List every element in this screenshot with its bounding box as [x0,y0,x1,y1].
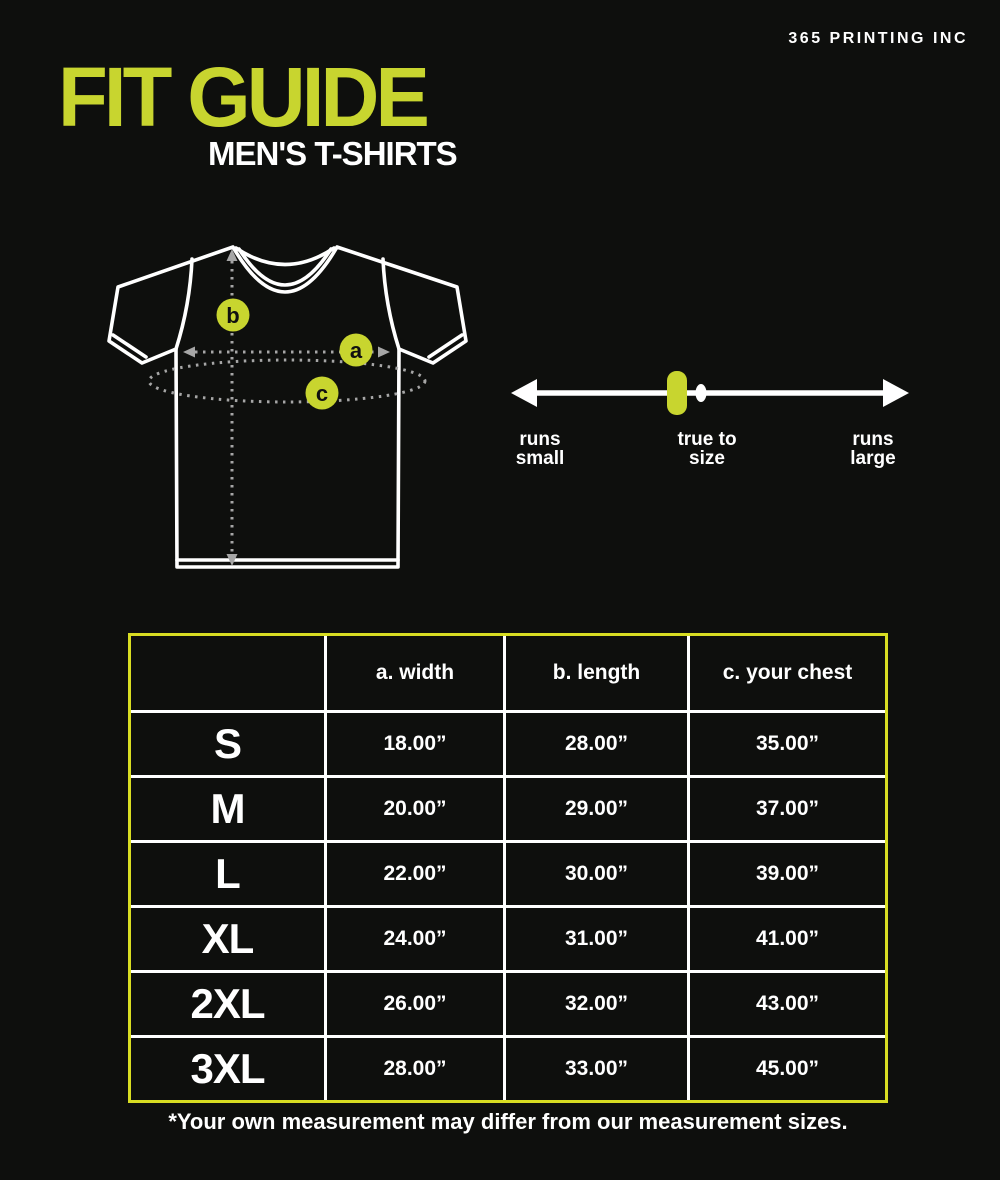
tshirt-left-shoulder-seam-icon [176,259,192,349]
length-cell: 28.00” [506,713,687,775]
length-cell: 30.00” [506,843,687,905]
measure-marker-c [306,377,339,410]
size-cell: 2XL [131,973,324,1035]
size-table [128,633,888,1103]
chest-cell: 45.00” [690,1038,885,1100]
chest-measure-ellipse [149,360,425,402]
width-arrow-right-icon [378,347,390,358]
fit-scale-dot-icon [696,384,707,402]
fit-scale-graphic [505,368,915,420]
column-header-length: b. length [506,636,687,710]
size-cell: S [131,713,324,775]
length-cell: 29.00” [506,778,687,840]
length-cell: 31.00” [506,908,687,970]
size-cell: L [131,843,324,905]
length-cell: 33.00” [506,1038,687,1100]
label-line: true to [677,429,737,450]
chest-cell: 37.00” [690,778,885,840]
label-line: size [689,448,725,469]
size-cell: 3XL [131,1038,324,1100]
column-header-size [131,636,324,710]
tshirt-collar-band-icon [239,249,331,285]
label-line: runs [852,429,894,450]
size-cell: XL [131,908,324,970]
width-cell: 20.00” [327,778,503,840]
label-line: large [850,448,896,469]
chest-cell: 39.00” [690,843,885,905]
marker-b-letter: b [226,303,240,328]
fit-scale-arrow-right-icon [883,379,909,407]
tshirt-measurement-diagram [100,235,470,580]
marker-a-letter: a [349,338,363,363]
chest-cell: 43.00” [690,973,885,1035]
size-cell: M [131,778,324,840]
measure-marker-b [217,299,250,332]
page-subtitle: MEN'S T-SHIRTS [208,135,457,172]
width-arrow-left-icon [183,347,195,358]
label-line: small [515,448,565,469]
length-cell: 32.00” [506,973,687,1035]
label-line: runs [519,429,561,450]
fit-scale-label-true-to-size [650,429,764,471]
brand-name: 365 PRINTING INC [788,30,968,47]
width-cell: 24.00” [327,908,503,970]
page-title: FIT GUIDE [58,50,426,144]
tshirt-outline-icon [109,247,466,567]
column-header-width: a. width [327,636,503,710]
chest-cell: 41.00” [690,908,885,970]
fit-scale-arrow-left-icon [511,379,537,407]
measure-marker-a [340,334,373,367]
fit-scale-label-runs-large [825,429,921,471]
fit-scale-marker [667,371,687,415]
fit-scale-label-runs-small [492,429,588,471]
width-cell: 18.00” [327,713,503,775]
chest-cell: 35.00” [690,713,885,775]
width-cell: 22.00” [327,843,503,905]
width-cell: 28.00” [327,1038,503,1100]
marker-c-letter: c [315,381,329,406]
column-header-chest: c. your chest [690,636,885,710]
width-cell: 26.00” [327,973,503,1035]
tshirt-back-collar-icon [236,248,334,265]
tshirt-right-shoulder-seam-icon [383,259,399,349]
footnote: *Your own measurement may differ from our measurement sizes. [168,1109,848,1134]
